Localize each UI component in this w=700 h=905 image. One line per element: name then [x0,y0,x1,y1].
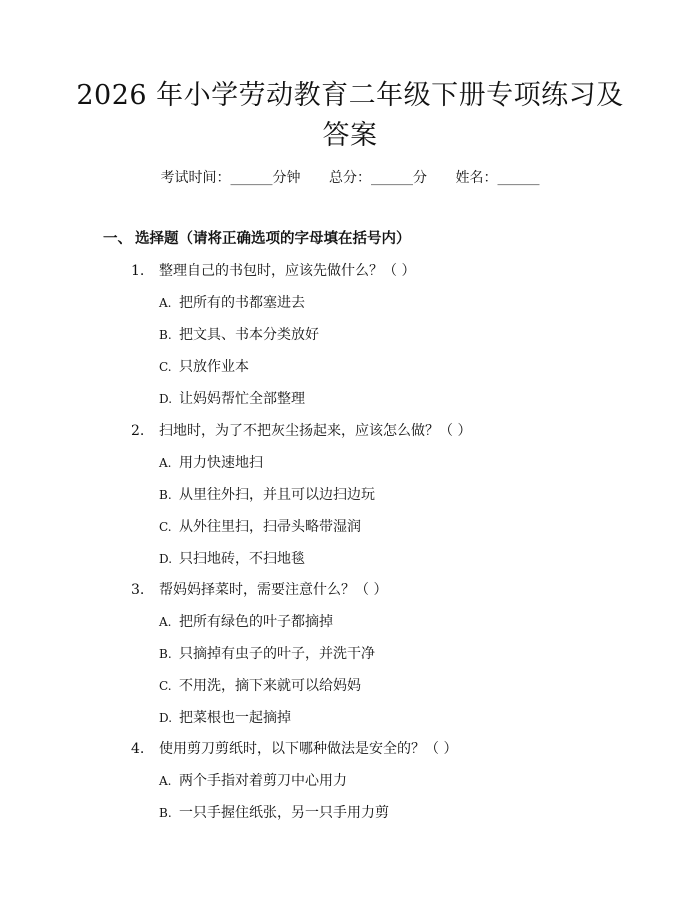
section-number: 一、 [103,230,132,247]
exam-time: 考试时间：______分钟 [160,170,301,186]
option-letter: B. [159,488,172,502]
question-text: 帮妈妈择菜时，需要注意什么？（ ） [159,582,388,598]
option-text: 只放作业本 [179,359,249,375]
question-number: 2. [131,423,145,439]
question-number: 4. [131,741,145,757]
option-letter: B. [159,806,172,820]
option-letter: A. [159,296,172,310]
option-letter: C. [159,679,172,693]
option-3-b [159,644,375,664]
option-3-d [159,708,291,728]
option-text: 用力快速地扫 [179,455,263,471]
option-3-a [159,612,333,632]
question-text: 使用剪刀剪纸时，以下哪种做法是安全的？（ ） [159,741,458,757]
option-4-b [159,803,389,823]
option-1-d [159,389,305,409]
option-letter: D. [159,392,173,406]
exam-info [0,168,700,188]
section-title: 选择题（请将正确选项的字母填在括号内） [135,230,411,247]
question-1 [131,261,415,281]
student-name: 姓名：______ [455,170,540,186]
question-3 [131,580,387,600]
option-1-a [159,293,305,313]
title-line-2: 答案 [322,120,378,151]
option-letter: B. [159,647,172,661]
option-1-b [159,325,319,345]
option-1-c [159,357,249,377]
option-text: 一只手握住纸张，另一只手用力剪 [179,805,389,821]
option-letter: B. [159,328,172,342]
option-letter: D. [159,711,173,725]
section-heading [103,229,411,249]
question-text: 扫地时，为了不把灰尘扬起来，应该怎么做？（ ） [159,423,472,439]
option-letter: C. [159,360,172,374]
option-text: 把所有绿色的叶子都摘掉 [179,614,333,630]
option-letter: D. [159,552,173,566]
option-text: 把菜根也一起摘掉 [179,710,291,726]
option-2-c [159,517,361,537]
question-number: 1. [131,263,145,279]
option-text: 让妈妈帮忙全部整理 [179,391,305,407]
option-3-c [159,676,361,696]
question-number: 3. [131,582,145,598]
page-title [70,76,630,156]
option-2-a [159,453,263,473]
option-letter: A. [159,774,172,788]
option-text: 两个手指对着剪刀中心用力 [179,773,347,789]
option-text: 只摘掉有虫子的叶子，并洗干净 [179,646,375,662]
question-text: 整理自己的书包时，应该先做什么？（ ） [159,263,416,279]
question-4 [131,739,457,759]
option-letter: C. [159,520,172,534]
option-text: 只扫地砖，不扫地毯 [179,551,305,567]
option-text: 把所有的书都塞进去 [179,295,305,311]
total-score: 总分：______分 [329,170,427,186]
option-2-b [159,485,375,505]
option-letter: A. [159,456,172,470]
title-line-1: 2026 年小学劳动教育二年级下册专项练习及 [76,80,624,111]
option-2-d [159,549,305,569]
option-letter: A. [159,615,172,629]
option-text: 从里往外扫，并且可以边扫边玩 [179,487,375,503]
option-text: 从外往里扫，扫帚头略带湿润 [179,519,361,535]
option-text: 不用洗，摘下来就可以给妈妈 [179,678,361,694]
option-text: 把文具、书本分类放好 [179,327,319,343]
option-4-a [159,771,347,791]
question-2 [131,421,471,441]
